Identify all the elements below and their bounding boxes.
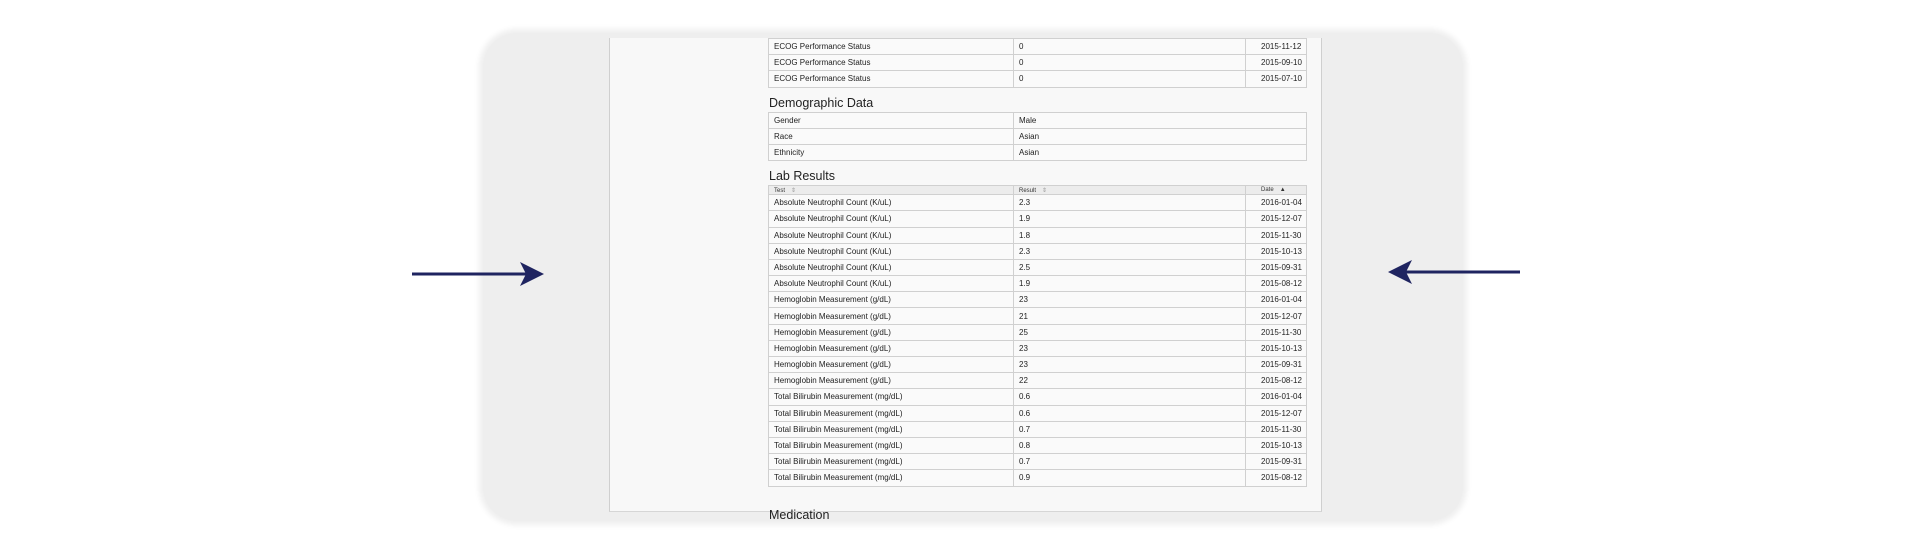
date-cell: 2015-12-07 <box>1246 211 1307 227</box>
column-header-test[interactable]: Test ⇕ <box>769 186 1014 195</box>
table-row <box>769 357 1307 373</box>
date-cell: 2015-09-10 <box>1246 55 1307 71</box>
table-row <box>769 389 1307 405</box>
demographic-data-heading: Demographic Data <box>769 95 874 110</box>
test-cell: Hemoglobin Measurement (g/dL) <box>769 324 1014 340</box>
test-cell: Absolute Neutrophil Count (K/uL) <box>769 243 1014 259</box>
result-cell: 1.9 <box>1014 276 1246 292</box>
test-cell: Hemoglobin Measurement (g/dL) <box>769 308 1014 324</box>
test-cell: Total Bilirubin Measurement (mg/dL) <box>769 405 1014 421</box>
date-cell: 2015-12-07 <box>1246 405 1307 421</box>
table-row <box>769 195 1307 211</box>
result-cell: 23 <box>1014 340 1246 356</box>
sort-ascending-icon[interactable]: ▲ <box>1279 187 1286 194</box>
test-cell: Total Bilirubin Measurement (mg/dL) <box>769 437 1014 453</box>
date-cell: 2015-11-30 <box>1246 324 1307 340</box>
value-cell: Asian <box>1014 128 1307 144</box>
label-cell: Race <box>769 128 1014 144</box>
table-row <box>769 227 1307 243</box>
test-cell: Absolute Neutrophil Count (K/uL) <box>769 227 1014 243</box>
column-header-date[interactable]: Date ▲ <box>1246 186 1307 195</box>
test-cell: ECOG Performance Status <box>769 71 1014 87</box>
result-cell: 22 <box>1014 373 1246 389</box>
date-cell: 2016-01-04 <box>1246 292 1307 308</box>
result-cell: 2.3 <box>1014 195 1246 211</box>
page-content <box>768 38 1306 524</box>
table-row <box>769 71 1307 87</box>
result-cell: 0.6 <box>1014 405 1246 421</box>
result-cell: 23 <box>1014 357 1246 373</box>
ecog-table <box>768 38 1307 88</box>
test-cell: Hemoglobin Measurement (g/dL) <box>769 340 1014 356</box>
table-row <box>769 405 1307 421</box>
date-cell: 2015-10-13 <box>1246 437 1307 453</box>
table-row <box>769 39 1307 55</box>
value-cell: Male <box>1014 112 1307 128</box>
table-row <box>769 437 1307 453</box>
date-cell: 2015-10-13 <box>1246 243 1307 259</box>
result-cell: 2.3 <box>1014 243 1246 259</box>
date-cell: 2016-01-04 <box>1246 195 1307 211</box>
test-cell: Absolute Neutrophil Count (K/uL) <box>769 259 1014 275</box>
date-cell: 2015-07-10 <box>1246 71 1307 87</box>
result-cell: 0.6 <box>1014 389 1246 405</box>
table-row <box>769 243 1307 259</box>
demographics-table-body <box>769 112 1307 161</box>
table-row <box>769 454 1307 470</box>
label-cell: Ethnicity <box>769 144 1014 160</box>
table-row <box>769 421 1307 437</box>
result-cell: 0.9 <box>1014 470 1246 486</box>
lab-results-heading: Lab Results <box>769 169 836 184</box>
sort-icon[interactable]: ⇕ <box>791 187 797 194</box>
date-cell: 2015-11-30 <box>1246 421 1307 437</box>
table-row <box>769 128 1307 144</box>
test-cell: Hemoglobin Measurement (g/dL) <box>769 373 1014 389</box>
table-row <box>769 276 1307 292</box>
table-row <box>769 211 1307 227</box>
lab-results-header-row <box>769 186 1307 195</box>
demographics-table <box>768 112 1307 162</box>
test-cell: Absolute Neutrophil Count (K/uL) <box>769 195 1014 211</box>
patient-record-page <box>609 38 1322 522</box>
table-row <box>769 112 1307 128</box>
arrow-right-icon <box>410 260 546 288</box>
test-cell: Hemoglobin Measurement (g/dL) <box>769 292 1014 308</box>
date-cell: 2015-08-12 <box>1246 276 1307 292</box>
value-cell: Asian <box>1014 144 1307 160</box>
date-cell: 2015-08-12 <box>1246 470 1307 486</box>
result-cell: 0 <box>1014 71 1246 87</box>
test-cell: ECOG Performance Status <box>769 39 1014 55</box>
date-cell: 2015-12-07 <box>1246 308 1307 324</box>
result-cell: 21 <box>1014 308 1246 324</box>
ecog-table-body <box>769 39 1307 88</box>
table-row <box>769 470 1307 486</box>
test-cell: ECOG Performance Status <box>769 55 1014 71</box>
date-cell: 2015-11-12 <box>1246 39 1307 55</box>
table-row <box>769 324 1307 340</box>
result-cell: 0.7 <box>1014 421 1246 437</box>
arrow-left-icon <box>1386 258 1522 286</box>
date-cell: 2015-11-30 <box>1246 227 1307 243</box>
test-cell: Absolute Neutrophil Count (K/uL) <box>769 211 1014 227</box>
table-row <box>769 55 1307 71</box>
label-cell: Gender <box>769 112 1014 128</box>
date-cell: 2015-10-13 <box>1246 340 1307 356</box>
test-cell: Total Bilirubin Measurement (mg/dL) <box>769 389 1014 405</box>
date-cell: 2015-09-31 <box>1246 454 1307 470</box>
date-cell: 2016-01-04 <box>1246 389 1307 405</box>
result-cell: 1.8 <box>1014 227 1246 243</box>
lab-results-table <box>768 185 1307 486</box>
test-cell: Total Bilirubin Measurement (mg/dL) <box>769 421 1014 437</box>
result-cell: 23 <box>1014 292 1246 308</box>
test-cell: Total Bilirubin Measurement (mg/dL) <box>769 470 1014 486</box>
test-cell: Absolute Neutrophil Count (K/uL) <box>769 276 1014 292</box>
table-row <box>769 144 1307 160</box>
result-cell: 0 <box>1014 55 1246 71</box>
table-row <box>769 373 1307 389</box>
medication-heading: Medication <box>769 507 830 522</box>
result-cell: 0 <box>1014 39 1246 55</box>
date-cell: 2015-09-31 <box>1246 259 1307 275</box>
table-row <box>769 340 1307 356</box>
table-row <box>769 259 1307 275</box>
result-cell: 0.8 <box>1014 437 1246 453</box>
result-cell: 2.5 <box>1014 259 1246 275</box>
sort-icon[interactable]: ⇕ <box>1042 187 1048 194</box>
date-cell: 2015-08-12 <box>1246 373 1307 389</box>
result-cell: 1.9 <box>1014 211 1246 227</box>
result-cell: 25 <box>1014 324 1246 340</box>
test-cell: Hemoglobin Measurement (g/dL) <box>769 357 1014 373</box>
result-cell: 0.7 <box>1014 454 1246 470</box>
lab-results-table-body <box>769 195 1307 486</box>
table-row <box>769 308 1307 324</box>
table-row <box>769 292 1307 308</box>
date-cell: 2015-09-31 <box>1246 357 1307 373</box>
column-header-result[interactable]: Result ⇕ <box>1014 186 1246 195</box>
test-cell: Total Bilirubin Measurement (mg/dL) <box>769 454 1014 470</box>
